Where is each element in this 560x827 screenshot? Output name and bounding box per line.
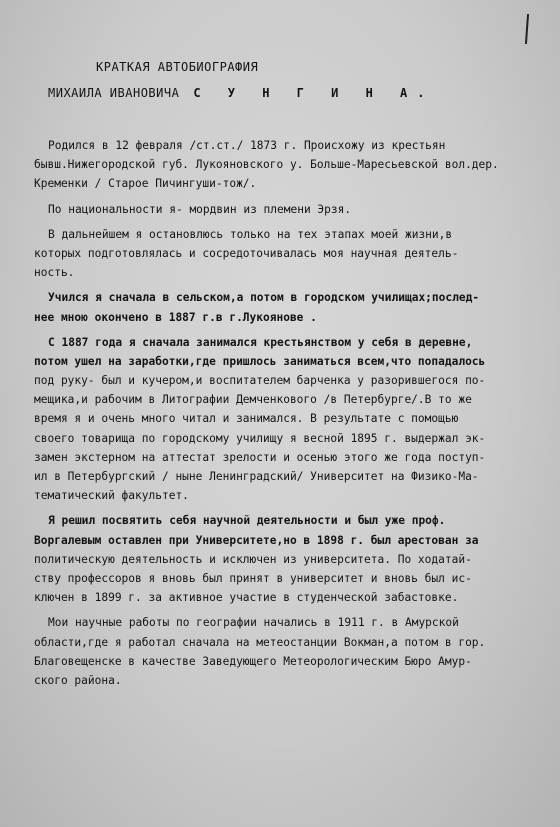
text-line: ского района. [34, 673, 122, 687]
text-line: которых подготовлялась и сосредоточивалась моя научная деятель- [34, 246, 459, 260]
text-line: политическую деятельность и исключен из университета. По ходатай- [34, 552, 472, 566]
text-line: Кременки / Старое Пичингуши-тож/. [34, 177, 257, 191]
text-line: под руку- был и кучером,и воспитателем барченка у разорившегося по- [34, 374, 486, 388]
text-line: ству профессоров я вновь был принят в университет и вновь был ис- [34, 571, 472, 585]
text-line: бывш.Нижегородской губ. Лукояновского у. Больше-Маресьевской вол.дер. [34, 158, 499, 172]
text-line: ность. [34, 266, 75, 280]
text-line: В дальнейшем я остановлюсь только на тех этапах моей жизни,в [48, 227, 453, 241]
text-line: нее мною окончено в 1887 г.в г.Лукоянове . [34, 310, 317, 324]
text-line: области,где я работал сначала на метеостанции Вокман,а потом в гор. [34, 635, 486, 649]
document-title: КРАТКАЯ АВТОБИОГРАФИЯ [96, 60, 259, 74]
text-line: тематический факультет. [34, 489, 189, 503]
text-line: потом ушел на заработки,где пришлось заниматься всем,что попадалось [34, 354, 486, 368]
pen-mark [525, 14, 529, 44]
text-line: мещика,и рабочим в Литографии Демченкового /в Петербурге/.В то же [34, 393, 472, 407]
text-line: По национальности я- мордвин из племени Эрзя. [48, 202, 352, 216]
text-line: время я и очень много читал и занимался. В результате с помощью [34, 412, 459, 426]
subtitle-surname: С У Н Г И Н А. [193, 86, 435, 100]
text-line: ключен в 1899 г. за активное участие в студенческой забастовке. [34, 591, 459, 605]
document-subtitle [48, 86, 434, 100]
text-line: Я решил посвятить себя научной деятельности и был уже проф. [48, 514, 446, 528]
text-line: С 1887 года я сначала занимался крестьянством у себя в деревне, [48, 335, 473, 349]
text-line: ил в Петербургский / ныне Ленинградский/ Университет на Физико-Ма- [34, 470, 479, 483]
subtitle-names: МИХАИЛА ИВАНОВИЧА [48, 86, 180, 100]
text-line: Мои научные работы по географии начались в 1911 г. в Амурской [48, 616, 459, 630]
text-line: Родился в 12 февраля /ст.ст./ 1873 г. Происхожу из крестьян [48, 139, 446, 152]
text-line: Учился я сначала в сельском,а потом в городском училищах;послед- [48, 291, 480, 305]
text-line: замен экстерном на аттестат зрелости и осенью этого же года поступ- [34, 450, 486, 464]
text-line: Воргалевым оставлен при Университете,но в 1898 г. был арестован за [34, 533, 479, 547]
text-line: своего товарища по городскому училищу я весной 1895 г. выдержал эк- [34, 431, 486, 445]
document-body [34, 136, 544, 690]
text-line: Благовещенске в качестве Заведующего Метеорологическим Бюро Амур- [34, 654, 472, 668]
